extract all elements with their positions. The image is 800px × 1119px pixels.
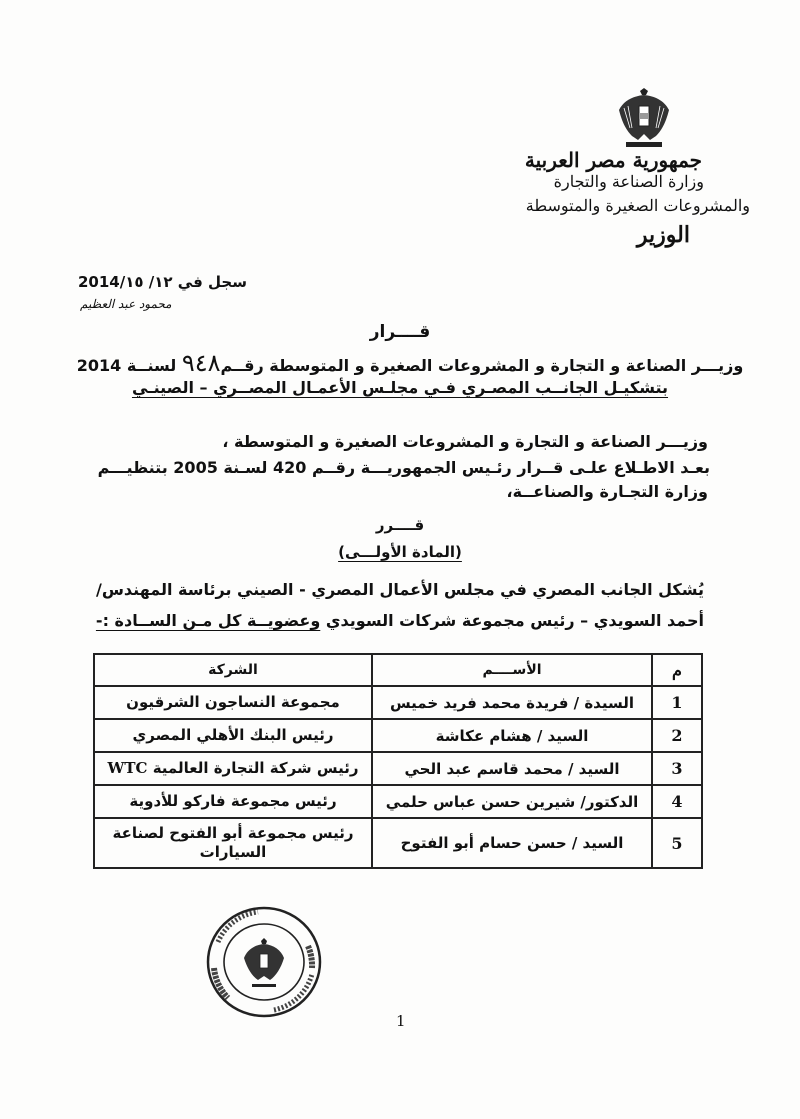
table-row: [94, 818, 702, 868]
row-no: 3: [652, 752, 702, 785]
article-heading: (المادة الأولـــى): [338, 543, 462, 561]
table-row: [94, 719, 702, 752]
table-row: [94, 785, 702, 818]
row-company: رئيس مجموعة أبو الفتوح لصناعة السيارات: [94, 818, 372, 868]
decision-subtitle-suffix: لسنــة 2014: [76, 356, 177, 375]
row-company: رئيس البنك الأهلي المصري: [94, 719, 372, 752]
letterhead-ministry-sme: والمشروعات الصغيرة والمتوسطة: [525, 196, 750, 215]
table-row: [94, 686, 702, 719]
row-name: السيد / هشام عكاشة: [372, 719, 652, 752]
row-name: السيدة / فريدة محمد فريد خميس: [372, 686, 652, 719]
row-no: 4: [652, 785, 702, 818]
header-company: الشركة: [94, 654, 372, 686]
table-header-row: [94, 654, 702, 686]
eagle-emblem-icon: [616, 84, 672, 150]
row-no: 2: [652, 719, 702, 752]
letterhead-country: جمهورية مصر العربية: [524, 148, 702, 172]
preamble-line-1: وزيـــر الصناعة و التجارة و المشروعات الصغيرة و المتوسطة ،: [222, 432, 708, 451]
row-no: 5: [652, 818, 702, 868]
registration-signature: محمود عبد العظيم: [80, 297, 172, 311]
registration-line: [78, 273, 247, 291]
row-company: رئيس مجموعة فاركو للأدوية: [94, 785, 372, 818]
article-line-2-members: وعضويــة كل مـن الســادة :-: [95, 611, 321, 630]
row-company: مجموعة النساجون الشرقيون: [94, 686, 372, 719]
row-company-text: رئيس شركة التجارة العالمية: [152, 759, 359, 777]
header-name: الأســــم: [372, 654, 652, 686]
decision-subtitle: [10, 349, 800, 377]
letterhead-ministry: وزارة الصناعة والتجارة: [553, 172, 704, 191]
page-number: 1: [396, 1012, 406, 1030]
row-name: الدكتور/ شيرين حسن عباس حلمي: [372, 785, 652, 818]
ministry-seal-stamp-icon: [204, 902, 324, 1020]
decision-title: قــــرار: [369, 322, 431, 342]
header-no: م: [652, 654, 702, 686]
decreed-heading: قــــرر: [375, 516, 425, 534]
preamble-line-2: بعـد الاطـلاع علـى قــرار رئـيس الجمهوريـــة رقــم 420 لسـنة 2005 بتنظيـــم: [97, 458, 710, 477]
row-no: 1: [652, 686, 702, 719]
registration-date: 2014/١٢/ ١٥: [78, 273, 173, 291]
row-company: [94, 752, 372, 785]
members-table: [93, 653, 703, 869]
article-line-2-text: أحمد السويدي – رئيس مجموعة شركات السويدي: [325, 611, 704, 630]
preamble-line-3: وزارة التجـارة والصناعــة،: [506, 482, 708, 501]
registration-label: سجل في: [177, 273, 247, 291]
row-name: السيد / محمد قاسم عبد الحي: [372, 752, 652, 785]
article-line-2: [96, 611, 704, 630]
row-company-acronym: WTC: [107, 759, 148, 777]
letterhead-minister: الوزير: [636, 222, 690, 248]
decision-number: ٩٤٨: [181, 349, 221, 377]
row-name: السيد / حسن حسام أبو الفتوح: [372, 818, 652, 868]
table-row: [94, 752, 702, 785]
decision-subtitle-prefix: وزيـــر الصناعة و التجارة و المشروعات الصغيرة و المتوسطة رقــم: [220, 356, 744, 375]
decision-topic: بتشكيـل الجانــب المصـري فـي مجلـس الأعمـال المصــري – الصينـي: [131, 378, 669, 397]
article-line-1: يُشكل الجانب المصري في مجلس الأعمال المصري - الصيني برئاسة المهندس/: [96, 580, 704, 599]
